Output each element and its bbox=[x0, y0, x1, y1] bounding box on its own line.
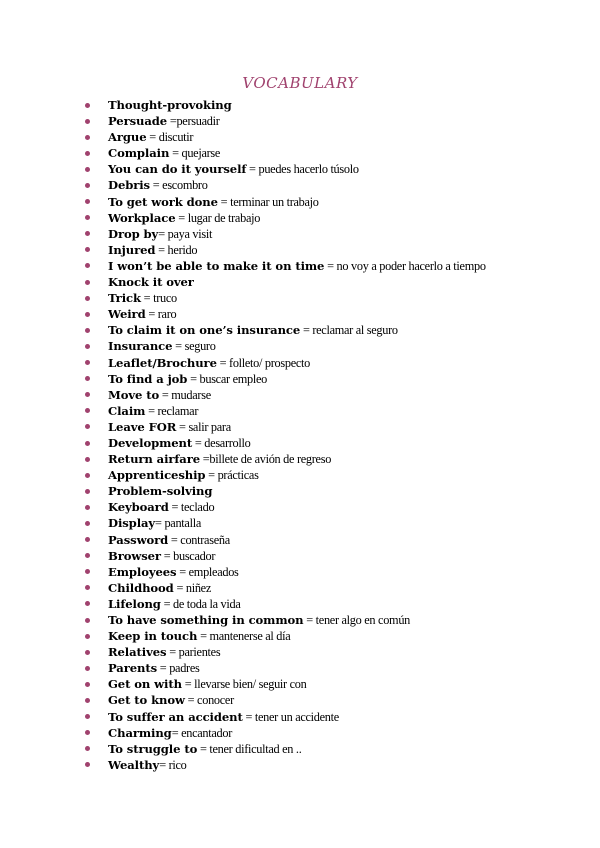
vocab-term: Get on with bbox=[108, 677, 182, 692]
bullet-icon bbox=[85, 441, 90, 446]
list-item bbox=[85, 145, 486, 161]
vocab-term: Debris bbox=[108, 178, 150, 193]
vocab-translation: = reclamar bbox=[145, 403, 199, 418]
vocab-term: Move to bbox=[108, 387, 160, 402]
vocab-term: Leave FOR bbox=[108, 419, 177, 434]
vocab-translation: = mantenerse al día bbox=[197, 629, 291, 644]
list-item bbox=[85, 322, 486, 338]
list-item bbox=[85, 628, 486, 644]
bullet-icon bbox=[85, 682, 90, 687]
vocab-translation: = conocer bbox=[184, 693, 234, 708]
list-item bbox=[85, 306, 486, 322]
list-item bbox=[85, 129, 486, 145]
vocab-term: Charming bbox=[108, 725, 172, 740]
list-item bbox=[85, 483, 486, 499]
list-item bbox=[85, 612, 486, 628]
vocab-term: To struggle to bbox=[108, 741, 198, 756]
vocab-translation: = desarrollo bbox=[192, 435, 251, 450]
vocab-translation: = raro bbox=[145, 307, 177, 322]
vocab-translation: = buscar empleo bbox=[187, 371, 267, 386]
list-item bbox=[85, 290, 486, 306]
vocab-translation: = quejarse bbox=[169, 146, 221, 161]
list-item bbox=[85, 338, 486, 354]
vocab-translation: = terminar un trabajo bbox=[217, 194, 319, 209]
list-item bbox=[85, 596, 486, 612]
list-item bbox=[85, 226, 486, 242]
vocab-term: Complain bbox=[108, 146, 170, 161]
list-item bbox=[85, 371, 486, 387]
vocab-translation: = tener algo en común bbox=[303, 613, 411, 627]
vocab-translation: =persuadir bbox=[167, 114, 220, 129]
bullet-icon bbox=[85, 553, 90, 558]
bullet-icon bbox=[85, 344, 90, 349]
bullet-icon bbox=[85, 521, 90, 526]
vocab-translation: = truco bbox=[140, 291, 177, 306]
bullet-icon bbox=[85, 505, 90, 510]
vocab-term: Workplace bbox=[108, 210, 176, 225]
vocab-term: Wealthy bbox=[108, 757, 160, 772]
vocab-translation: = prácticas bbox=[205, 468, 259, 483]
bullet-icon bbox=[85, 424, 90, 429]
list-item bbox=[85, 725, 486, 741]
bullet-icon bbox=[85, 247, 90, 252]
vocab-term: Injured bbox=[108, 242, 156, 257]
list-item bbox=[85, 499, 486, 515]
vocab-translation: = rico bbox=[159, 757, 187, 772]
list-item bbox=[85, 274, 486, 290]
vocab-term: Insurance bbox=[108, 339, 173, 354]
bullet-icon bbox=[85, 537, 90, 542]
vocab-term: Thought-provoking bbox=[108, 98, 232, 112]
list-item bbox=[85, 741, 486, 757]
vocab-translation: = seguro bbox=[172, 339, 216, 354]
list-item bbox=[85, 194, 486, 210]
vocab-translation: = contraseña bbox=[168, 532, 230, 547]
vocab-translation: = pantalla bbox=[155, 516, 201, 531]
vocab-translation: = parientes bbox=[166, 645, 221, 660]
bullet-icon bbox=[85, 199, 90, 204]
bullet-icon bbox=[85, 328, 90, 333]
list-item bbox=[85, 532, 486, 548]
bullet-icon bbox=[85, 376, 90, 381]
vocab-term: Leaflet/Brochure bbox=[108, 355, 217, 370]
vocab-translation: = empleados bbox=[176, 564, 239, 579]
bullet-icon bbox=[85, 698, 90, 703]
vocab-translation: = padres bbox=[157, 661, 200, 676]
list-item bbox=[85, 403, 486, 419]
bullet-icon bbox=[85, 473, 90, 478]
vocab-term: I won’t be able to make it on time bbox=[108, 258, 325, 273]
list-item bbox=[85, 676, 486, 692]
bullet-icon bbox=[85, 601, 90, 606]
list-item bbox=[85, 435, 486, 451]
vocab-translation: = salir para bbox=[176, 419, 231, 434]
vocab-term: Childhood bbox=[108, 580, 174, 595]
bullet-icon bbox=[85, 569, 90, 574]
bullet-icon bbox=[85, 408, 90, 413]
bullet-icon bbox=[85, 135, 90, 140]
list-item bbox=[85, 644, 486, 660]
list-item bbox=[85, 692, 486, 708]
vocab-term: Trick bbox=[108, 291, 141, 306]
vocab-term: Keyboard bbox=[108, 500, 169, 515]
vocab-term: Weird bbox=[108, 307, 146, 322]
bullet-icon bbox=[85, 263, 90, 268]
list-item bbox=[85, 97, 486, 113]
vocab-term: To have something in common bbox=[108, 613, 304, 627]
vocab-term: Get to know bbox=[108, 693, 185, 708]
bullet-icon bbox=[85, 730, 90, 735]
vocab-translation: = reclamar al seguro bbox=[300, 323, 398, 338]
vocab-translation: = lugar de trabajo bbox=[175, 210, 261, 225]
vocab-term: Argue bbox=[108, 130, 147, 145]
vocab-translation: = tener un accidente bbox=[242, 709, 339, 724]
vocab-term: To find a job bbox=[108, 371, 188, 386]
bullet-icon bbox=[85, 762, 90, 767]
vocab-translation: = discutir bbox=[146, 130, 194, 145]
vocab-translation: = tener dificultad en .. bbox=[197, 741, 302, 756]
bullet-icon bbox=[85, 360, 90, 365]
bullet-icon bbox=[85, 489, 90, 494]
vocab-term: Apprenticeship bbox=[108, 468, 206, 483]
list-item bbox=[85, 548, 486, 564]
vocab-term: To claim it on one’s insurance bbox=[108, 323, 301, 338]
list-item bbox=[85, 242, 486, 258]
vocab-translation: = de toda la vida bbox=[160, 596, 241, 611]
list-item bbox=[85, 419, 486, 435]
vocab-term: Browser bbox=[108, 548, 161, 563]
list-item bbox=[85, 161, 486, 177]
vocab-translation: = escombro bbox=[149, 178, 208, 193]
list-item bbox=[85, 210, 486, 226]
list-item bbox=[85, 113, 486, 129]
vocab-term: Display bbox=[108, 516, 156, 531]
vocabulary-list bbox=[85, 97, 486, 773]
list-item bbox=[85, 258, 486, 274]
bullet-icon bbox=[85, 215, 90, 220]
list-item bbox=[85, 580, 486, 596]
vocab-term: Problem-solving bbox=[108, 484, 213, 499]
bullet-icon bbox=[85, 183, 90, 188]
vocab-term: Parents bbox=[108, 661, 158, 676]
bullet-icon bbox=[85, 618, 90, 623]
vocab-translation: = buscador bbox=[160, 548, 216, 563]
vocab-term: Claim bbox=[108, 403, 146, 418]
list-item bbox=[85, 515, 486, 531]
vocab-translation: = encantador bbox=[171, 725, 233, 740]
bullet-icon bbox=[85, 457, 90, 462]
bullet-icon bbox=[85, 280, 90, 285]
bullet-icon bbox=[85, 714, 90, 719]
vocab-term: Development bbox=[108, 435, 193, 450]
vocab-translation: = niñez bbox=[173, 580, 212, 595]
vocab-translation: =billete de avión de regreso bbox=[199, 452, 332, 467]
vocab-translation: = puedes hacerlo túsolo bbox=[246, 162, 359, 177]
vocab-translation: = llevarse bien/ seguir con bbox=[181, 677, 307, 692]
vocab-term: Password bbox=[108, 532, 169, 547]
vocab-term: Return airfare bbox=[108, 452, 200, 467]
list-item bbox=[85, 387, 486, 403]
list-item bbox=[85, 467, 486, 483]
list-item bbox=[85, 564, 486, 580]
list-item bbox=[85, 757, 486, 773]
vocab-term: To suffer an accident bbox=[108, 709, 243, 724]
vocab-term: Knock it over bbox=[108, 275, 194, 290]
vocab-term: Persuade bbox=[108, 114, 168, 129]
bullet-icon bbox=[85, 103, 90, 108]
vocab-term: You can do it yourself bbox=[108, 162, 247, 177]
list-item bbox=[85, 709, 486, 725]
vocab-translation: = mudarse bbox=[159, 387, 211, 402]
bullet-icon bbox=[85, 666, 90, 671]
vocab-term: Relatives bbox=[108, 645, 167, 660]
vocab-term: Keep in touch bbox=[108, 629, 198, 644]
vocab-translation: = no voy a poder hacerlo a tiempo bbox=[324, 258, 486, 273]
bullet-icon bbox=[85, 231, 90, 236]
bullet-icon bbox=[85, 634, 90, 639]
vocab-translation: = folleto/ prospecto bbox=[216, 355, 311, 370]
vocab-term: To get work done bbox=[108, 194, 218, 209]
bullet-icon bbox=[85, 119, 90, 124]
vocab-translation: = paya visit bbox=[158, 226, 213, 241]
bullet-icon bbox=[85, 296, 90, 301]
vocab-translation: = herido bbox=[155, 242, 198, 257]
vocab-translation: = teclado bbox=[168, 500, 215, 515]
list-item bbox=[85, 355, 486, 371]
bullet-icon bbox=[85, 746, 90, 751]
vocab-term: Lifelong bbox=[108, 596, 161, 611]
list-item bbox=[85, 451, 486, 467]
list-item bbox=[85, 660, 486, 676]
bullet-icon bbox=[85, 392, 90, 397]
bullet-icon bbox=[85, 650, 90, 655]
list-item bbox=[85, 177, 486, 193]
page-title: VOCABULARY bbox=[242, 74, 358, 92]
bullet-icon bbox=[85, 167, 90, 172]
bullet-icon bbox=[85, 585, 90, 590]
bullet-icon bbox=[85, 151, 90, 156]
vocab-term: Employees bbox=[108, 564, 177, 579]
vocab-term: Drop by bbox=[108, 226, 159, 241]
bullet-icon bbox=[85, 312, 90, 317]
